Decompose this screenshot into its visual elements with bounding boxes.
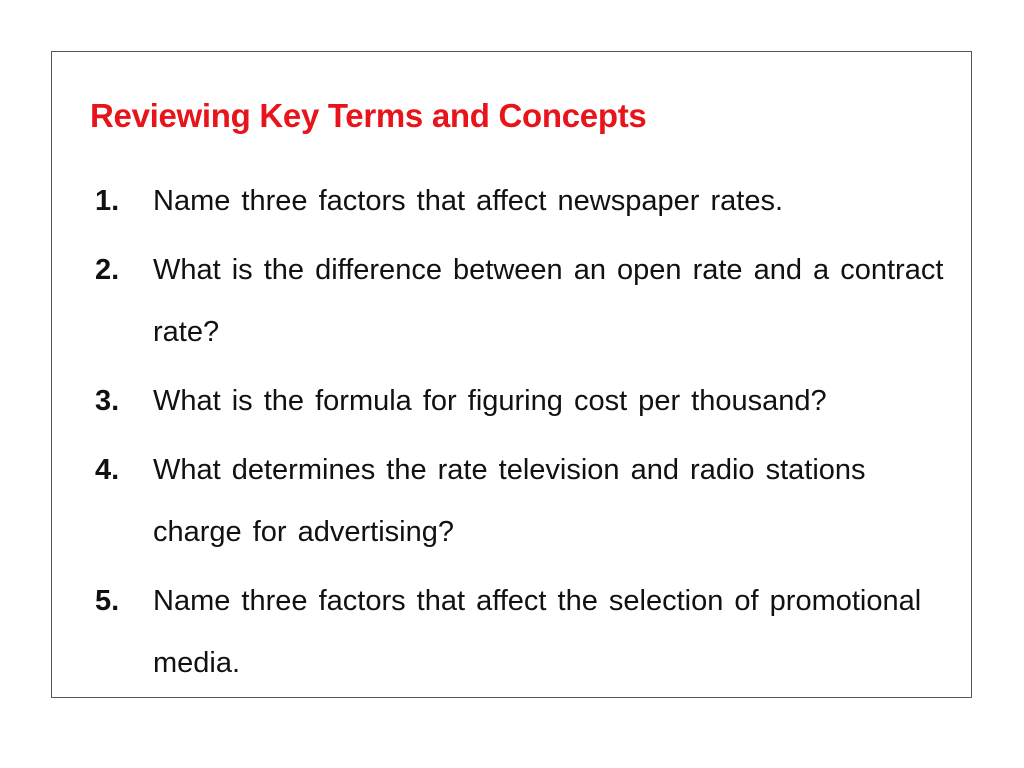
question-number: 3. — [95, 385, 120, 417]
slide-title: Reviewing Key Terms and Concepts — [90, 97, 647, 134]
question-number: 5. — [95, 585, 120, 617]
question-text: Name three factors that affect newspaper rates. — [153, 185, 784, 217]
question-list — [95, 170, 955, 701]
question-item — [95, 239, 955, 363]
question-text: What determines the rate television and radio stations charge for advertising? — [153, 454, 866, 548]
question-text: Name three factors that affect the selection of promotional media. — [153, 585, 922, 679]
question-item — [95, 170, 955, 232]
question-number: 2. — [95, 254, 120, 286]
question-number: 4. — [95, 454, 120, 486]
question-text: What is the difference between an open rate and a contract rate? — [153, 254, 944, 348]
question-item — [95, 439, 955, 563]
question-item — [95, 570, 955, 694]
question-number: 1. — [95, 185, 120, 217]
question-item — [95, 370, 955, 432]
question-text: What is the formula for figuring cost per thousand? — [153, 385, 827, 417]
